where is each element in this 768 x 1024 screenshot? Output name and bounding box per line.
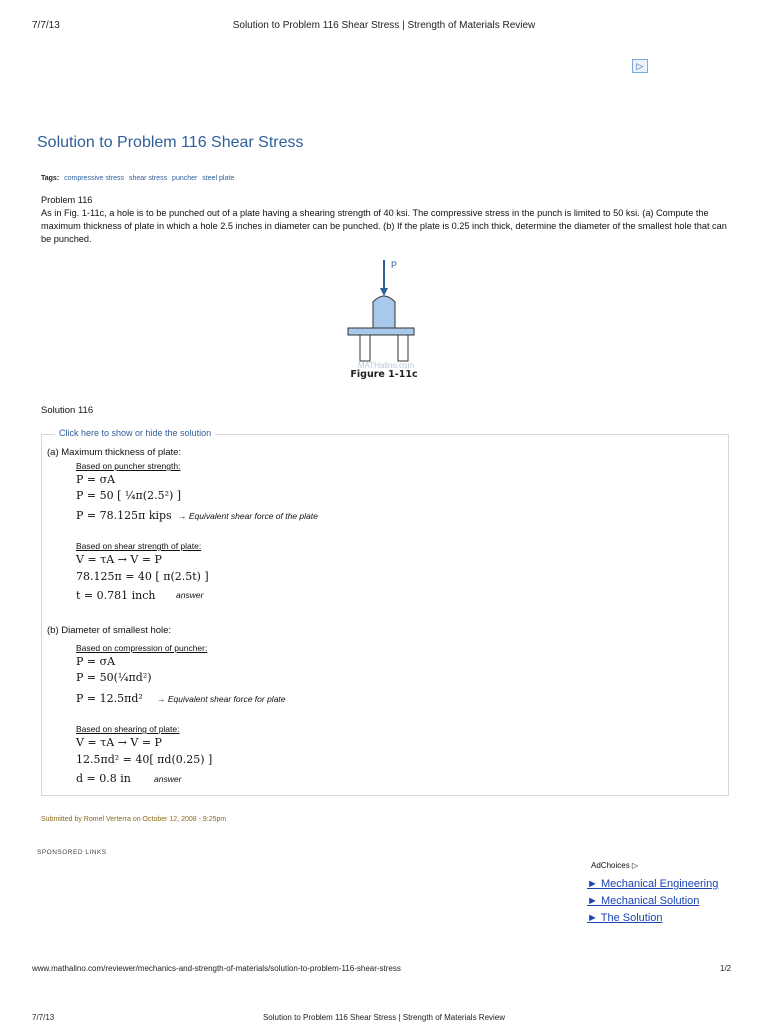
part-b-answer: answer (154, 774, 182, 784)
part-b-eq2: P = 50(¼πd²) (76, 671, 152, 684)
load-label: P (391, 260, 398, 270)
tag-link[interactable]: steel plate (202, 175, 235, 182)
tag-link[interactable]: shear stress (128, 175, 168, 182)
tags-row (41, 175, 234, 182)
sponsored-label: SPONSORED LINKS (37, 849, 107, 856)
figure-watermark: MATHalino.com (357, 361, 415, 370)
tag-link[interactable]: puncher (172, 175, 198, 182)
part-a-eq5: 78.125π = 40 [ π(2.5t) ] (76, 570, 209, 583)
tag-link[interactable]: compressive stress (64, 175, 125, 182)
footer-date: 7/7/13 (32, 1013, 55, 1022)
part-a-sub1: Based on puncher strength: (76, 461, 181, 471)
die-right (398, 335, 408, 361)
part-b-sub2: Based on shearing of plate: (76, 724, 180, 734)
part-b-heading: (b) Diameter of smallest hole: (47, 625, 172, 636)
problem-text: As in Fig. 1-11c, a hole is to be punched out of a plate having a shearing strength of 40 ksi. The compressive stress in the punch is limited to 50 ksi. (a) Compute the maximum thickness of plate in which a hole 2.5 inches in diameter can be punched. (b) If the plate is 0.25 inch thick, determine the diameter of the smallest hole that can be punched. (41, 208, 727, 244)
header-date: 7/7/13 (32, 20, 60, 31)
footer-page-title: Solution to Problem 116 Shear Stress | Strength of Materials Review (262, 1013, 506, 1022)
part-b-note1: → Equivalent shear force for plate (157, 694, 286, 704)
part-a-eq2: P = 50 [ ¼π(2.5²) ] (76, 489, 182, 502)
part-b-eq5: 12.5πd² = 40[ πd(0.25) ] (76, 753, 213, 766)
figure-caption: Figure 1-11c (350, 369, 418, 380)
plate (348, 328, 414, 335)
die-left (360, 335, 370, 361)
ad-link-mechanical-solution[interactable]: ► Mechanical Solution (587, 895, 700, 907)
part-a-note1: → Equivalent shear force of the plate (178, 511, 318, 521)
problem-block (41, 194, 731, 246)
footer-page-number: 1/2 (720, 964, 732, 973)
part-a-eq4: V = τA → V = P (76, 553, 162, 566)
part-b-eq1: P = σA (76, 655, 116, 668)
part-a-sub2: Based on shear strength of plate: (76, 541, 202, 551)
part-a-eq3: P = 78.125π kips (76, 509, 172, 522)
part-b-eq6: d = 0.8 in (76, 772, 131, 785)
ad-link-the-solution[interactable]: ► The Solution (587, 912, 663, 924)
tags-label: Tags: (41, 175, 60, 182)
part-a-eq1: P = σA (76, 473, 116, 486)
solution-heading: Solution 116 (41, 405, 94, 416)
footer-url: www.mathalino.com/reviewer/mechanics-and-strength-of-materials/solution-to-problem-116-shear-stress (32, 964, 401, 973)
part-a-heading: (a) Maximum thickness of plate: (47, 447, 182, 458)
header-page-title: Solution to Problem 116 Shear Stress | Strength of Materials Review (232, 20, 536, 31)
part-a-answer: answer (176, 590, 204, 600)
part-b-sub1: Based on compression of puncher: (76, 643, 208, 653)
adchoices-triangle-icon[interactable]: ▷ (632, 59, 648, 73)
punch-body (373, 296, 395, 328)
adchoices-label[interactable]: AdChoices ▷ (591, 861, 639, 870)
ad-link-mechanical-engineering[interactable]: ► Mechanical Engineering (587, 878, 719, 890)
part-b-eq4: V = τA → V = P (76, 736, 162, 749)
toggle-solution-link[interactable]: Click here to show or hide the solution (55, 428, 215, 438)
article-title: Solution to Problem 116 Shear Stress (37, 134, 304, 151)
load-arrow-head (380, 288, 388, 296)
part-a-eq6: t = 0.781 inch (76, 589, 156, 602)
figure-1-11c (340, 256, 430, 386)
problem-heading: Problem 116 (41, 195, 93, 205)
submitted-by[interactable]: Submitted by Romel Verterra on October 12, 2008 - 9:25pm (41, 816, 227, 823)
part-b-eq3: P = 12.5πd² (76, 692, 143, 705)
